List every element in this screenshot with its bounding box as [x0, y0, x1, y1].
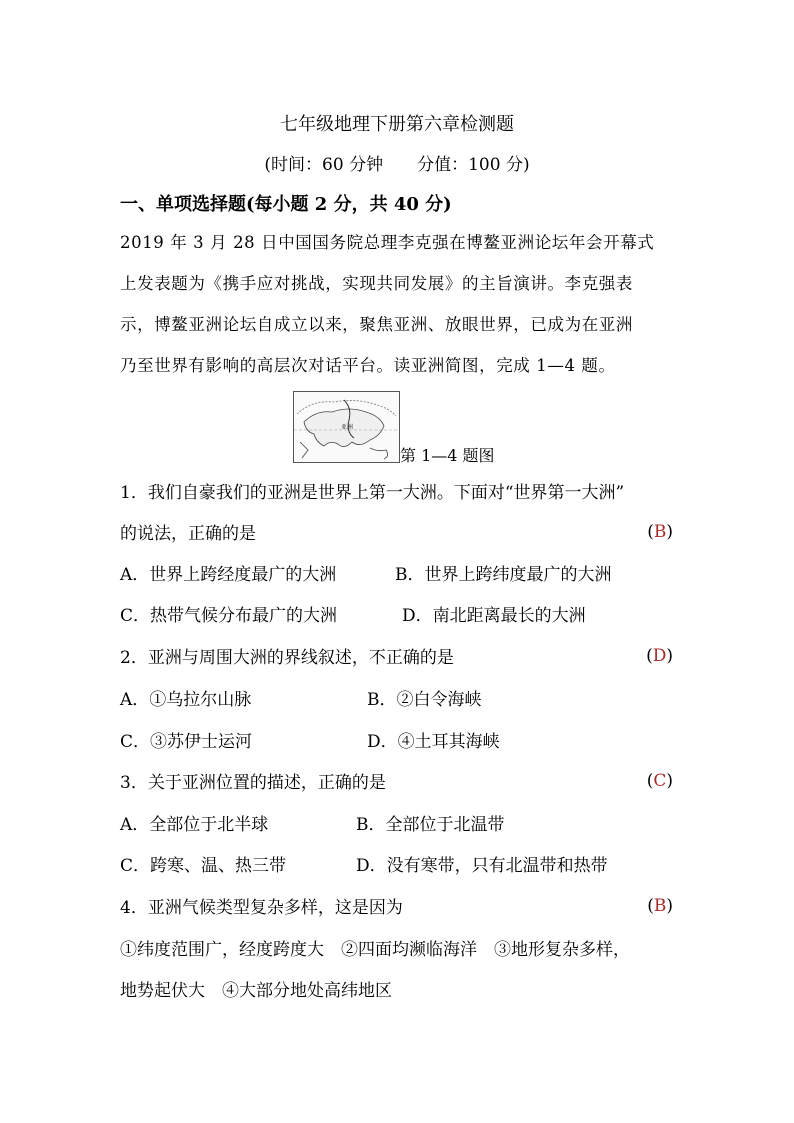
option-d: D．南北距离最长的大洲 — [402, 606, 586, 626]
intro-line: 2019 年 3 月 28 日中国国务院总理李克强在博鳌亚洲论坛年会开幕式 — [120, 233, 655, 252]
time-info: (时间：60 分钟 — [264, 155, 384, 175]
answer-4: (B) — [647, 896, 673, 916]
asia-map-drawing — [294, 392, 399, 462]
intro-line: 乃至世界有影响的高层次对话平台。读亚洲简图，完成 1—4 题。 — [120, 356, 616, 375]
question-3-stem: 3．关于亚洲位置的描述，正确的是 — [120, 773, 386, 793]
intro-line: 上发表题为《携手应对挑战，实现共同发展》的主旨演讲。李克强表 — [120, 274, 633, 293]
question-1-stem-cont: 的说法，正确的是 — [120, 524, 256, 544]
option-b: B．世界上跨纬度最广的大洲 — [395, 565, 612, 585]
answer-letter: B — [653, 896, 667, 916]
intro-line: 示，博鳌亚洲论坛自成立以来，聚焦亚洲、放眼世界，已成为在亚洲 — [120, 315, 633, 334]
question-1-stem: 1．我们自豪我们的亚洲是世界上第一大洲。下面对“世界第一大洲” — [120, 483, 625, 503]
option-d: D．没有寒带，只有北温带和热带 — [356, 856, 608, 876]
answer-1: (B) — [647, 522, 673, 542]
question-4-stem: 4．亚洲气候类型复杂多样，这是因为 — [120, 898, 403, 918]
answer-letter: B — [653, 522, 667, 542]
section-heading: 一、单项选择题(每小题 2 分，共 40 分) — [120, 194, 452, 215]
answer-2: (D) — [646, 646, 673, 666]
answer-letter: C — [653, 771, 667, 791]
option-a: A．全部位于北半球 — [120, 815, 269, 835]
option-a: A．①乌拉尔山脉 — [120, 690, 252, 710]
exam-meta — [0, 150, 794, 175]
asia-map-figure — [293, 391, 400, 463]
option-c: C．③苏伊士运河 — [120, 732, 253, 752]
page-title: 七年级地理下册第六章检测题 — [280, 114, 514, 135]
answer-3: (C) — [646, 771, 673, 791]
option-b: B．②白令海峡 — [367, 690, 482, 710]
option-c: C．跨寒、温、热三带 — [120, 856, 287, 876]
score-info: 分值：100 分) — [417, 155, 530, 175]
figure-caption: 第 1—4 题图 — [400, 446, 495, 465]
option-c: C．热带气候分布最广的大洲 — [120, 606, 338, 626]
answer-letter: D — [652, 646, 667, 666]
option-a: A．世界上跨经度最广的大洲 — [120, 565, 337, 585]
question-4-statements: ①纬度范围广，经度跨度大 ②四面均濒临海洋 ③地形复杂多样， — [120, 940, 630, 960]
question-4-statements-cont: 地势起伏大 ④大部分地处高纬地区 — [120, 981, 392, 1001]
option-d: D．④土耳其海峡 — [367, 732, 500, 752]
question-2-stem: 2．亚洲与周围大洲的界线叙述，不正确的是 — [120, 648, 454, 668]
option-b: B．全部位于北温带 — [356, 815, 505, 835]
map-label: 亚洲 — [341, 424, 354, 431]
